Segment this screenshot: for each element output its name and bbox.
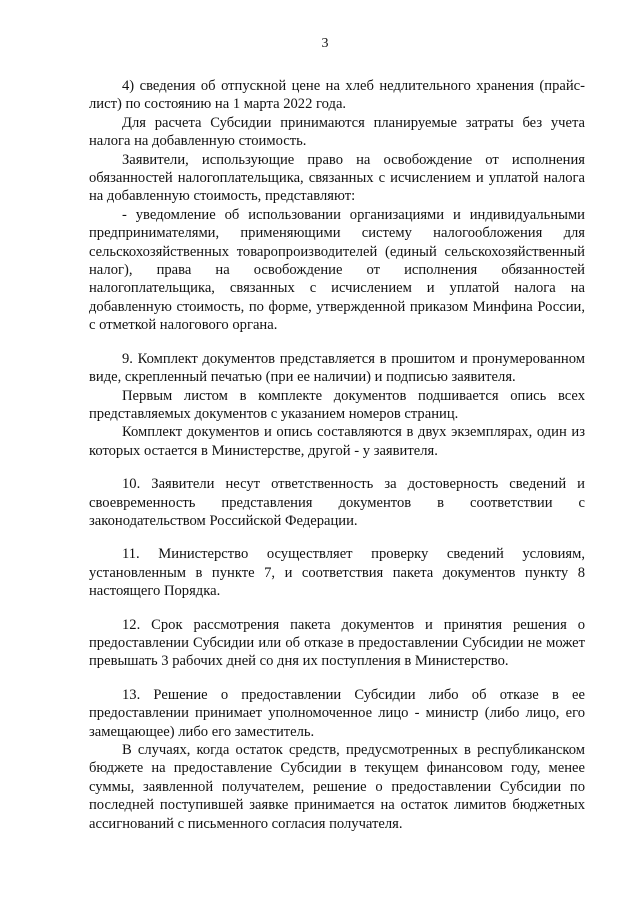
paragraph: Первым листом в комплекте документов подшивается опись всех представляемых документов с указанием номеров страниц. bbox=[89, 387, 585, 422]
paragraph: 13. Решение о предоставлении Субсидии либо об отказе в ее предоставлении принимает уполномоченное лицо - министр (либо лицо, его замещающее) либо его заместитель. bbox=[89, 686, 585, 740]
document-body bbox=[89, 77, 585, 833]
paragraph: Заявители, использующие право на освобождение от исполнения обязанностей налогоплательщика, связанных с исчислением и уплатой налога на добавленную стоимость, представляют: bbox=[89, 151, 585, 205]
paragraph: 9. Комплект документов представляется в прошитом и пронумерованном виде, скрепленный печатью (при ее наличии) и подписью заявителя. bbox=[89, 350, 585, 386]
paragraph: 10. Заявители несут ответственность за достоверность сведений и своевременность представления документов в соответствии с законодательством Российской Федерации. bbox=[89, 476, 585, 529]
paragraph: 12. Срок рассмотрения пакета документов и принятия решения о предоставлении Субсидии или об отказе в предоставлении Субсидии не может превышать 3 рабочих дней со дня их поступления в Министерство. bbox=[89, 616, 585, 670]
paragraph: 11. Министерство осуществляет проверку сведений условиям, установленным в пункте 7, и соответствия пакета документов пункту 8 настоящего Порядка. bbox=[89, 546, 585, 600]
paragraph: 4) сведения об отпускной цене на хлеб недлительного хранения (прайс-лист) по состоянию на 1 марта 2022 года. bbox=[89, 78, 585, 113]
paragraph: - уведомление об использовании организациями и индивидуальными предпринимателями, применяющими систему налогообложения для сельскохозяйственных товаропроизводителей (единый сельскохозяйственный налог), права на освобождение от исполнения обязанностей налогоплательщика, связанных с исчислением и уплатой налога на добавленную стоимость, по форме, утвержденной приказом Минфина России, с отметкой налогового органа. bbox=[89, 206, 585, 334]
page-number: 3 bbox=[321, 36, 329, 51]
paragraph: Комплект документов и опись составляются в двух экземплярах, один из которых остается в Министерстве, другой - у заявителя. bbox=[89, 424, 585, 459]
paragraph: Для расчета Субсидии принимаются планируемые затраты без учета налога на добавленную стоимость. bbox=[89, 114, 585, 150]
paragraph: В случаях, когда остаток средств, предусмотренных в республиканском бюджете на предоставление Субсидии в текущем финансовом году, менее суммы, заявленной получателем, решение о предоставлении Субсидии по последней поступившей заявке принимается на остаток лимитов бюджетных ассигнований с письменного согласия получателя. bbox=[89, 742, 585, 832]
